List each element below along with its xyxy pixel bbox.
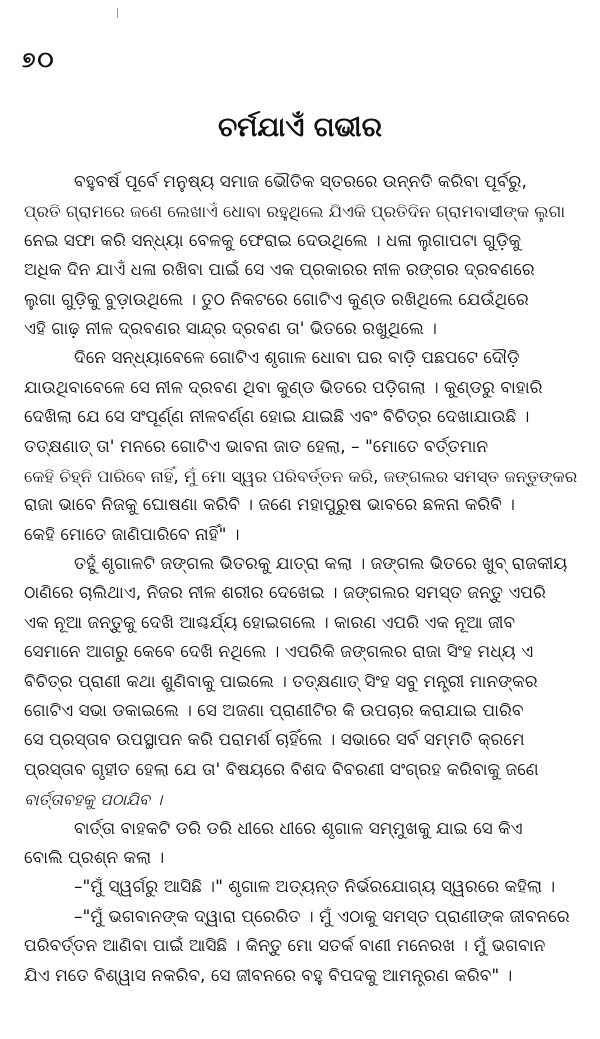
- text-line: ସେ ପ୍ରସ୍ତାବ ଉପସ୍ଥାପନ କରି ପରାମର୍ଶ ଚାହିଁଲେ । ସଭାରେ ସର୍ବ ସମ୍ମତି କ୍ରମେ: [24, 730, 525, 751]
- text-line: ପ୍ରସ୍ତାବ ଗୃହୀତ ହେଲା ଯେ ତା' ବିଷୟରେ ବିଶଦ ବିବରଣୀ ସଂଗ୍ରହ କରିବାକୁ ଜଣେ: [24, 759, 539, 780]
- text-line: ବାର୍ତ୍ତା ବାହକଟି ଡରି ଡରି ଧୀରେ ଧୀରେ ଶୃଗାଳ ସମ୍ମୁଖକୁ ଯାଇ ସେ କିଏ: [74, 818, 523, 839]
- text-line: ଗୋଟିଏ ସଭା ଡକାଇଲେ । ସେ ଅଜଣା ପ୍ରାଣୀଟିର କି ଉପଚାର କରାଯାଇ ପାରିବ: [24, 701, 524, 722]
- text-line: –"ମୁଁ ସ୍ୱର୍ଗରୁ ଆସିଛି ।" ଶୃଗାଳ ଅତ୍ୟନ୍ତ ନିର୍ଭରଯୋଗ୍ୟ ସ୍ୱରରେ କହିଲା ।: [74, 877, 556, 898]
- text-line: ସେମାନେ ଆଗରୁ କେବେ ଦେଖି ନଥିଲେ । ଏପରିକି ଜଙ୍ଗଲର ରାଜା ସିଂହ ମଧ୍ୟ ଏ: [24, 642, 534, 663]
- text-line: ଏକ ନୂଆ ଜନ୍ତୁକୁ ଦେଖି ଆଶ୍ଚର୍ଯ୍ୟ ହୋଇଗଲେ । କାରଣ ଏପରି ଏକ ନୂଆ ଜୀବ: [24, 612, 516, 633]
- text-line: ବହୁବର୍ଷ ପୂର୍ବେ ମନୁଷ୍ୟ ସମାଜ ଭୌତିକ ସ୍ତରରେ ଉନ୍ନତି କରିବା ପୂର୍ବରୁ,: [74, 172, 527, 192]
- text-line: ଯାଉଥିବାବେଳେ ସେ ନୀଳ ଦ୍ରବଣ ଥିବା କୁଣ୍ଡ ଭିତରେ ପଡ଼ିଗଲା । କୁଣ୍ଡରୁ ବାହାରି: [24, 377, 543, 398]
- text-line: ବିଚିତ୍ର ପ୍ରାଣୀ କଥା ଶୁଣିବାକୁ ପାଇଲେ । ତତ୍‌କ୍ଷଣାତ୍ ସିଂହ ସବୁ ମନ୍ତ୍ରୀ ମାନଙ୍କର: [24, 671, 538, 692]
- text-line: ଅଧିକ ଦିନ ଯାଏଁ ଧଳା ରଖିବା ପାଇଁ ସେ ଏକ ପ୍ରକାରର ନୀଳ ରଙ୍ଗର ଦ୍ରବଣରେ: [24, 260, 535, 281]
- text-line: –"ମୁଁ ଭଗବାନଙ୍କ ଦ୍ୱାରା ପ୍ରେରିତ । ମୁଁ ଏଠାକୁ ସମସ୍ତ ପ୍ରାଣୀଙ୍କ ଜୀବନରେ: [74, 906, 570, 927]
- scan-speck: [117, 8, 118, 18]
- page-number: ୭୦: [22, 48, 56, 73]
- text-line: ବୋଲି ପ୍ରଶ୍ନ କଲା ।: [24, 847, 165, 868]
- text-line: ପରିବର୍ତ୍ତନ ଆଣିବା ପାଇଁ ଆସିଛି । କିନ୍ତୁ ମୋ ସତର୍କ ବାଣୀ ମନେରଖ । ମୁଁ ଭଗବାନ: [24, 936, 546, 957]
- text-line: ପ୍ରତି ଗ୍ରାମରେ ଜଣେ ଲେଖାଏଁ ଧୋବା ରହୁଥିଲେ ଯିଏକି ପ୍ରତିଦିନ ଗ୍ରାମବାସୀଙ୍କ ଲୁଗା: [24, 202, 566, 222]
- text-line: ଦିନେ ସନ୍ଧ୍ୟାବେଳେ ଗୋଟିଏ ଶୃଗାଳ ଧୋବା ଘର ବାଡ଼ି ପଛପଟେ ଦୌଡ଼ି: [74, 348, 520, 369]
- text-line: ନେଇ ସଫା କରି ସନ୍ଧ୍ୟା ବେଳକୁ ଫେରାଇ ଦେଉଥିଲେ । ଧଳା ଲୁଗାପଟା ଗୁଡ଼ିକୁ: [24, 230, 522, 251]
- handwritten-line: ବାର୍ତ୍ତାବହକୁ ପଠାଯିବ ।: [24, 790, 163, 810]
- text-line: ଦେଖିଲା ଯେ ସେ ସଂପୂର୍ଣ୍ଣ ନୀଳବର୍ଣ୍ଣ ହୋଇ ଯାଇଛି ଏବଂ ବିଚିତ୍ର ଦେଖାଯାଉଛି ।: [24, 407, 530, 428]
- text-line: ତତ୍‌କ୍ଷଣାତ୍ ତା' ମନରେ ଗୋଟିଏ ଭାବନା ଜାତ ହେଲା, – "ମୋତେ ବର୍ତ୍ତମାନ: [24, 436, 489, 457]
- story-body: [24, 168, 580, 991]
- text-line: ରାଜା ଭାବେ ନିଜକୁ ଘୋଷଣା କରିବି । ଜଣେ ମହାପୁରୁଷ ଭାବରେ ଛଳନା କରିବି ।: [24, 495, 515, 516]
- text-line: ଏହି ଗାଢ଼ ନୀଳ ଦ୍ରବଣର ସାନ୍ଦ୍ର ଦ୍ରବଣ ତା' ଭିତରେ ରଖୁଥିଲେ ।: [24, 318, 437, 339]
- text-line: ଲୁଗା ଗୁଡ଼ିକୁ ବୁଡ଼ାଉଥିଲେ । ତୁଠ ନିକଟରେ ଗୋଟିଏ କୁଣ୍ଡ ରଖିଥିଲେ ଯେଉଁଥିରେ: [24, 289, 529, 310]
- text-line: ଯିଏ ମତେ ବିଶ୍ୱାସ ନକରିବ, ସେ ଜୀବନରେ ବହୁ ବିପଦକୁ ଆମନ୍ତ୍ରଣ କରିବ" ।: [24, 965, 513, 986]
- text-line: ତହୁଁ ଶୃଗାଳଟି ଜଙ୍ଗଲ ଭିତରକୁ ଯାତ୍ରା କଲା । ଜଙ୍ଗଲ ଭିତରେ ଖୁବ୍ ରାଜକୀୟ: [74, 554, 568, 575]
- text-line: କେହି ଚିହ୍ନି ପାରିବେ ନାହିଁ, ମୁଁ ମୋ ସ୍ୱର ପରିବର୍ତ୍ତନ କରି, ଜଙ୍ଗଲର ସମସ୍ତ ଜନ୍ତୁଙ୍କର: [24, 466, 578, 486]
- text-line: ଠାଣିରେ ଚାଲିଥାଏ, ନିଜର ନୀଳ ଶରୀର ଦେଖେଇ । ଜଙ୍ଗଲର ସମସ୍ତ ଜନ୍ତୁ ଏପରି: [24, 583, 546, 604]
- text-line: କେହି ମୋତେ ଜାଣିପାରିବେ ନାହିଁ" ।: [24, 524, 240, 545]
- story-title: ଚର୍ମଯାଏଁ ଗଭୀର: [217, 112, 383, 143]
